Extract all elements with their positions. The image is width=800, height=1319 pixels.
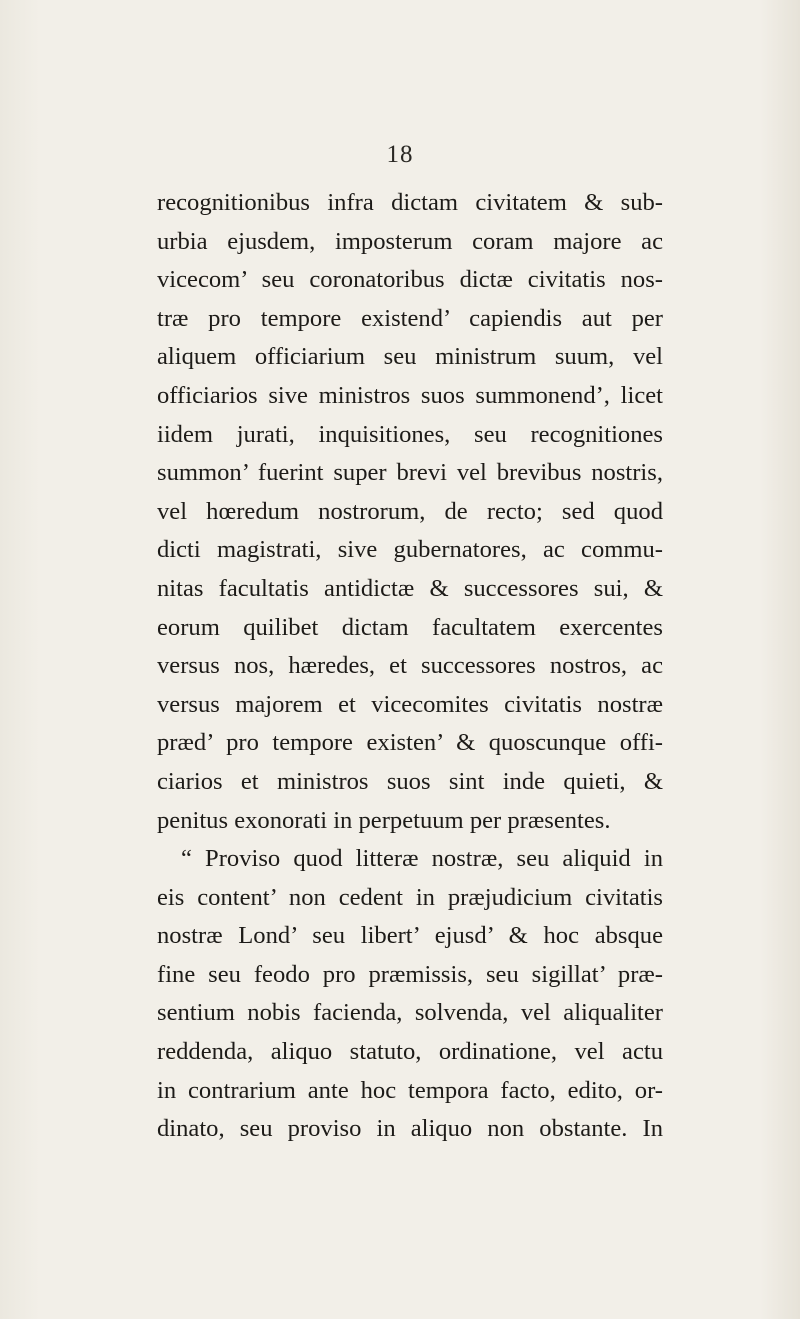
text-line: eorum quilibet dictam facultatem exercentes [157,613,663,641]
text-line: reddenda, aliquo statuto, ordinatione, vel actu [157,1038,663,1066]
text-line: aliquem officiarium seu ministrum suum, vel [157,343,663,371]
text-line: dinato, seu proviso in aliquo non obstante. In [157,1115,663,1143]
text-line: sentium nobis facienda, solvenda, vel aliqualiter [157,999,663,1027]
text-line: vel hœredum nostrorum, de recto; sed quod [157,497,663,525]
text-line: træ pro tempore existend’ capiendis aut per [157,304,663,332]
text-line: ciarios et ministros suos sint inde quieti, & [157,767,663,795]
text-line: officiarios sive ministros suos summonend’, licet [157,381,663,409]
text-line: in contrarium ante hoc tempora facto, edito, or- [157,1076,663,1104]
paragraph-end-line: penitus exonorati in perpetuum per præsentes. [157,806,611,834]
text-line: versus nos, hæredes, et successores nostros, ac [157,652,663,680]
text-line: eis content’ non cedent in præjudicium civitatis [157,883,663,911]
text-line: versus majorem et vicecomites civitatis nostræ [157,690,663,718]
text-line: recognitionibus infra dictam civitatem & sub- [157,189,663,216]
text-line: nitas facultatis antidictæ & successores sui, & [157,574,663,602]
text-line: iidem jurati, inquisitiones, seu recognitiones [157,420,663,448]
text-line: summon’ fuerint super brevi vel brevibus nostris, [157,459,663,487]
body-text [157,184,663,1149]
text-line: vicecom’ seu coronatoribus dictæ civitatis nos- [157,266,663,294]
paragraph-start-line: “ Proviso quod litteræ nostræ, seu aliquid in [181,845,663,873]
page-number: 18 [386,141,414,168]
text-line: nostræ Lond’ seu libert’ ejusd’ & hoc absque [157,922,663,950]
text-line: præd’ pro tempore existen’ & quoscunque offi- [157,729,663,757]
text-line: urbia ejusdem, imposterum coram majore ac [157,227,663,255]
text-line: fine seu feodo pro præmissis, seu sigillat’ præ- [157,960,663,988]
text-line: dicti magistrati, sive gubernatores, ac commu- [157,536,663,564]
